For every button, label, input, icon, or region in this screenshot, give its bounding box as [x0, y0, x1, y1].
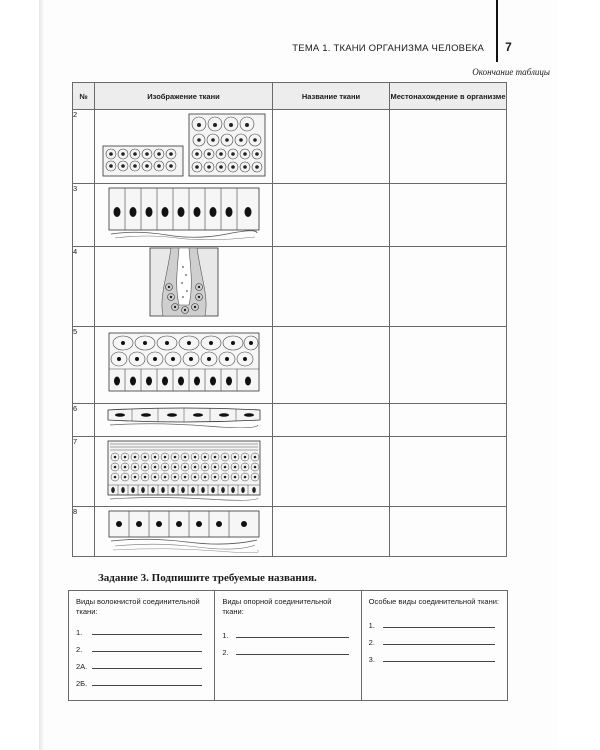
tissue-location-cell[interactable]: [390, 247, 507, 327]
column-title: Виды опорной соединительной ткани:: [222, 597, 332, 617]
tissue-name-cell[interactable]: [273, 247, 390, 327]
fibrous-tissue-column: [69, 591, 215, 700]
answer-line[interactable]: 2.: [369, 630, 501, 647]
row-number: 8: [73, 507, 95, 557]
row-number: 7: [73, 437, 95, 507]
chapter-title: ТЕМА 1. ТКАНИ ОРГАНИЗМА ЧЕЛОВЕКА: [292, 43, 484, 54]
tissue-name-cell[interactable]: [273, 184, 390, 247]
answer-line[interactable]: 2.: [76, 637, 208, 654]
header-divider: [496, 0, 498, 62]
table-row: [73, 327, 507, 404]
task-heading: Задание 3. Подпишите требуемые названия.: [98, 572, 317, 584]
answer-line[interactable]: 1.: [369, 613, 501, 630]
table-row: [73, 507, 507, 557]
column-title: Виды волокнистой соединительной ткани:: [76, 597, 200, 617]
column-header-location: Местонахождение в организме: [390, 83, 507, 110]
answer-line[interactable]: 2.: [222, 640, 354, 657]
layered-epithelium-illustration: [101, 110, 267, 178]
page-number: 7: [505, 40, 512, 54]
tissue-image-cell: [95, 247, 273, 327]
answer-box: [68, 590, 508, 701]
row-number: 5: [73, 327, 95, 404]
page-header: [292, 40, 512, 60]
row-number: 6: [73, 404, 95, 437]
column-title: Особые виды соединительной ткани:: [368, 597, 499, 606]
table-row: [73, 247, 507, 327]
column-header-image: Изображение ткани: [95, 83, 273, 110]
tissue-image-cell: [95, 110, 273, 184]
tissue-location-cell[interactable]: [390, 437, 507, 507]
tissue-name-cell[interactable]: [273, 507, 390, 557]
supporting-tissue-column: [215, 591, 361, 700]
tissue-location-cell[interactable]: [390, 184, 507, 247]
tissue-table: [72, 82, 507, 557]
columnar-epithelium-illustration: [107, 184, 261, 240]
tissue-image-cell: [95, 507, 273, 557]
tissue-image-cell: [95, 404, 273, 437]
answer-line[interactable]: 1.: [76, 620, 208, 637]
table-row: [73, 110, 507, 184]
tissue-image-cell: [95, 327, 273, 404]
special-tissue-column: [362, 591, 507, 700]
table-row: [73, 437, 507, 507]
table-row: [73, 404, 507, 437]
answer-line[interactable]: 2Б.: [76, 671, 208, 688]
cuboidal-epithelium-illustration: [107, 507, 261, 553]
tissue-name-cell[interactable]: [273, 404, 390, 437]
glandular-epithelium-illustration: [149, 247, 219, 317]
tissue-location-cell[interactable]: [390, 404, 507, 437]
tissue-name-cell[interactable]: [273, 437, 390, 507]
table-continuation-note: Окончание таблицы: [472, 67, 550, 77]
table-row: [73, 184, 507, 247]
tissue-name-cell[interactable]: [273, 110, 390, 184]
answer-line[interactable]: 2А.: [76, 654, 208, 671]
tissue-name-cell[interactable]: [273, 327, 390, 404]
table-header-row: [73, 83, 507, 110]
row-number: 3: [73, 184, 95, 247]
answer-line[interactable]: 1.: [222, 623, 354, 640]
squamous-epithelium-illustration: [106, 404, 262, 428]
tissue-location-cell[interactable]: [390, 507, 507, 557]
tissue-location-cell[interactable]: [390, 110, 507, 184]
column-header-number: №: [73, 83, 95, 110]
transitional-epithelium-illustration: [107, 327, 261, 397]
tissue-image-cell: [95, 437, 273, 507]
column-header-name: Название ткани: [273, 83, 390, 110]
row-number: 4: [73, 247, 95, 327]
tissue-location-cell[interactable]: [390, 327, 507, 404]
tissue-image-cell: [95, 184, 273, 247]
row-number: 2: [73, 110, 95, 184]
stratified-epithelium-illustration: [106, 437, 262, 501]
answer-line[interactable]: 3.: [369, 647, 501, 664]
